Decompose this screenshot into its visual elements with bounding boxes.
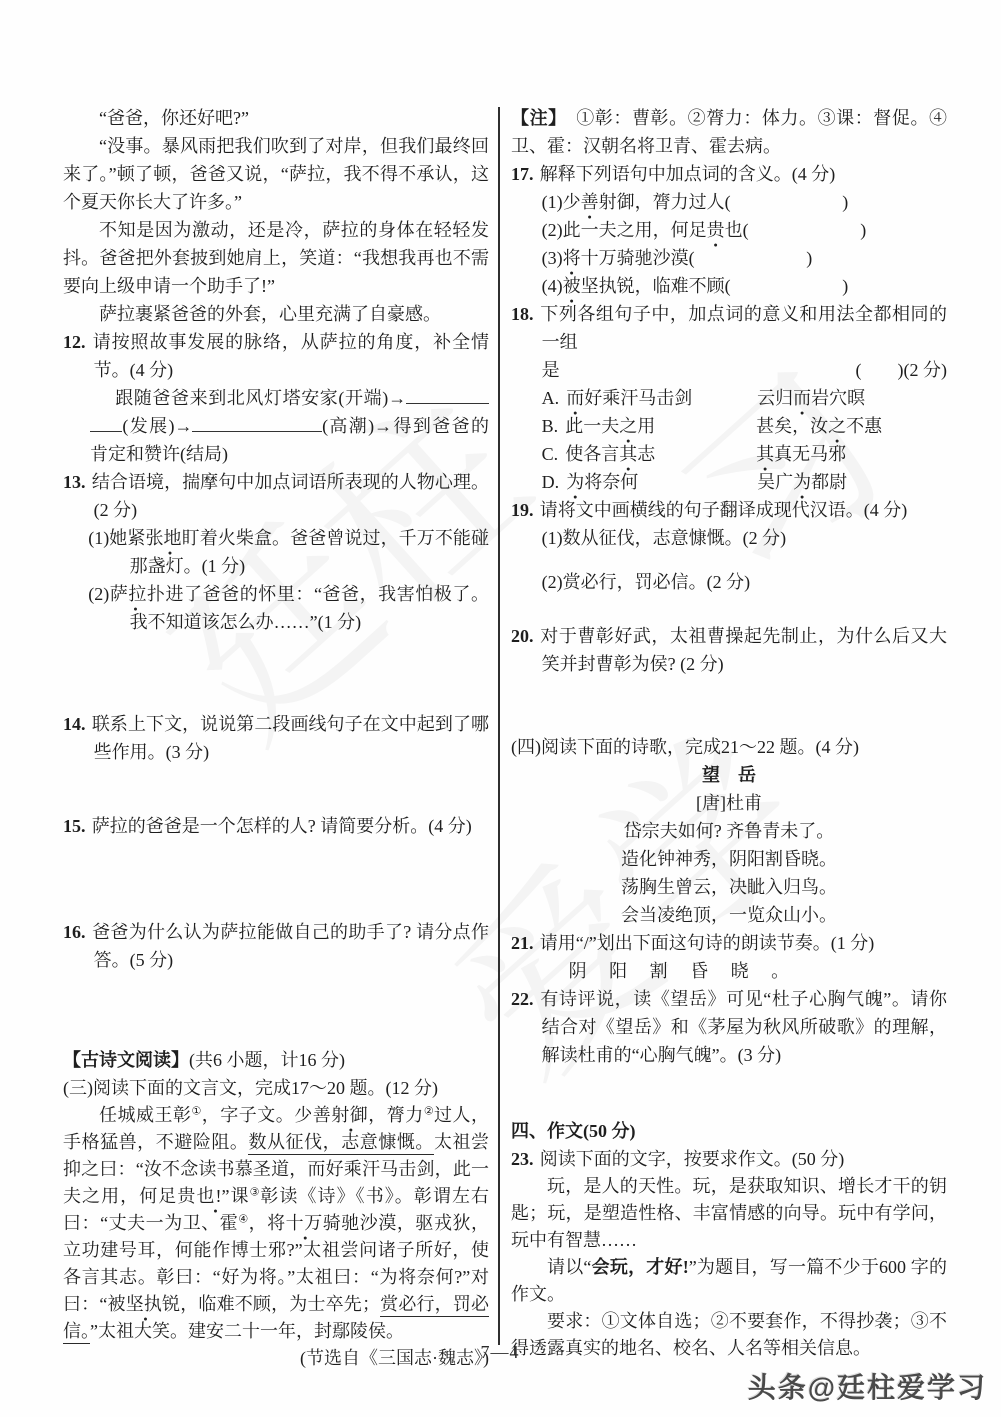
- text-run: 是: [541, 360, 560, 380]
- option-row: [542, 468, 947, 496]
- footnote-marker: ①: [191, 1105, 202, 1118]
- text-run: 下列各组句子中，加点词的意义和用法全都相同的一组: [539, 304, 947, 352]
- paragraph: [63, 1074, 489, 1102]
- emphasized-char: 为 ●: [793, 472, 811, 492]
- option-row: [542, 384, 947, 412]
- text-run: [唐]杜甫: [696, 793, 762, 813]
- emphasized-char: 贵 ●: [707, 220, 725, 240]
- text-run: 玩，是人的天性。玩，是获取知识、增长才干的钥匙；玩，是塑造性格、丰富情感的向导。玩中有学问，玩中有智慧……: [511, 1176, 947, 1250]
- text-run: 有诗评说，读《望岳》可见“杜子心胸气魄”。请你结合对《望岳》和《茅屋为秋风所破歌》的理解，解读杜甫的“心胸气魄”。(3 分): [539, 989, 947, 1065]
- text-run: 射御，膂力过人(: [598, 192, 731, 212]
- question-number: 18.: [511, 304, 534, 324]
- text-run: 也!”课: [196, 1186, 250, 1206]
- text-run: (高潮)→得到爸爸的肯定和赞许(结局): [90, 416, 489, 464]
- emphasized-char: 扑 ●: [147, 584, 166, 604]
- sub-question: [542, 524, 947, 552]
- emphasized-char: 而 ●: [566, 388, 584, 408]
- poem-line: [511, 789, 947, 817]
- footnote-marker: ④: [238, 1213, 249, 1226]
- option-label: D.: [541, 472, 560, 492]
- emphasized-char: 将 ●: [267, 1213, 286, 1233]
- text-run: (四)阅读下面的诗歌，完成21～22 题。(4 分): [511, 737, 859, 757]
- answer-line: [542, 356, 947, 384]
- option-phrase: [565, 412, 756, 440]
- question: [63, 812, 489, 840]
- footnote-marker: ②: [423, 1105, 434, 1118]
- paragraph: [511, 1254, 947, 1308]
- text-run: 此一夫: [565, 416, 620, 436]
- emphasized-char: 盯 ●: [182, 528, 200, 548]
- emphasized-char: 被 ●: [563, 276, 581, 296]
- text-run: (共6 小题，计16 分): [189, 1050, 345, 1070]
- text-run: 要求：①文体自选；②不要套作，不得抄袭；③不得透露真实的地名、校名、人名等相关信息。: [511, 1311, 947, 1358]
- text-run: 【古诗文阅读】: [63, 1050, 189, 1070]
- sub-question: [542, 188, 947, 216]
- question: [511, 300, 947, 356]
- question: [511, 985, 947, 1069]
- paragraph: [63, 384, 489, 468]
- left-column: [63, 104, 489, 1372]
- question-number: 14.: [63, 714, 86, 734]
- question: [63, 710, 489, 766]
- text-run: 云归: [757, 388, 794, 408]
- text-run: ”太祖大笑。建安二十一年，封鄢陵侯。: [90, 1321, 404, 1341]
- emphasized-char: 之 ●: [828, 416, 846, 436]
- poem-line: [511, 901, 947, 929]
- paragraph: [63, 1102, 489, 1345]
- question: [63, 918, 489, 974]
- text-run: ，: [248, 1213, 268, 1233]
- text-run: 请按照故事发展的脉络，从萨拉的角度，补全情节。(4 分): [91, 332, 489, 380]
- option-label: C.: [541, 444, 559, 464]
- text-run: 结合语境，揣摩句中加点词语所表现的人物心理。(2 分): [91, 472, 489, 520]
- paragraph: [511, 1308, 947, 1362]
- text-run: 请用“/”划出下面这句诗的朗读节奏。(1 分): [539, 933, 875, 953]
- text-run: 荡胸生曾云，决眦入归鸟。: [621, 877, 837, 897]
- text-run: 使各言: [565, 444, 620, 464]
- question-number: 12.: [63, 332, 86, 352]
- paragraph: [63, 216, 489, 300]
- paragraph: [511, 1173, 947, 1254]
- question-number: 20.: [511, 626, 534, 646]
- text-run: 也(: [724, 220, 749, 240]
- answer-blank: [406, 385, 489, 404]
- text-run: ): [806, 248, 813, 268]
- text-run: (发展)→: [122, 416, 193, 436]
- text-run: 解释下列语句中加点词的含义。(4 分): [539, 164, 836, 184]
- text-run: (节选自《三国志·魏志》): [300, 1348, 489, 1368]
- text-run: 好乘汗马击剑: [584, 388, 693, 408]
- sub-question: [542, 244, 947, 272]
- text-run: “爸爸，你还好吧?”: [99, 108, 249, 128]
- emphasized-char: 其 ●: [619, 444, 637, 464]
- text-run: 联系上下文，说说第二段画线句子在文中起到了哪些作用。(3 分): [91, 714, 489, 762]
- text-run: 岩穴暝: [811, 388, 866, 408]
- text-run: 阅读下面的文字，按要求作文。(50 分): [539, 1149, 845, 1169]
- column-divider: [498, 107, 500, 1345]
- page-number: 7—4: [480, 1342, 520, 1362]
- question-number: 23.: [511, 1149, 534, 1169]
- text-run: 将奈何: [584, 472, 639, 492]
- emphasized-char: 而 ●: [793, 388, 811, 408]
- question: [63, 468, 489, 524]
- text-run: 坚执锐，临难不顾，为士卒先；: [125, 1294, 380, 1314]
- paragraph: [511, 733, 947, 761]
- poem-line: [511, 873, 947, 901]
- question-number: 19.: [511, 500, 534, 520]
- text-run: (4): [541, 276, 563, 296]
- text-run: 进了爸爸的怀里：“爸爸，我害怕极了。我不知道该怎么办……”(1 分): [129, 584, 489, 632]
- text-run: ”为题目，写一篇不少于600 字的作文。: [511, 1257, 947, 1304]
- text-run: ): [860, 220, 867, 240]
- option-row: [542, 440, 947, 468]
- text-run: 四、作文(50 分): [511, 1121, 636, 1141]
- text-run: 吴广: [757, 472, 794, 492]
- footnote-marker: ③: [249, 1186, 261, 1199]
- source-attribution: [63, 1345, 489, 1372]
- rhythm-line: [569, 957, 947, 985]
- question: [511, 1145, 947, 1173]
- text-run: 都尉: [811, 472, 848, 492]
- text-run: ①彰：曹彰。②膂力：体力。③课：督促。④卫、霍：汉朝名将卫青、霍去病。: [511, 108, 948, 156]
- text-run: 坚执锐，临难不顾(: [580, 276, 731, 296]
- sub-question: [542, 568, 947, 596]
- text-run: 请以“: [547, 1257, 592, 1277]
- text-run: 射御，膂力: [331, 1105, 424, 1125]
- text-run: 爸爸为什么认为萨拉能做自己的助手了? 请分点作答。(5 分): [91, 922, 489, 970]
- text-run: (2)萨拉: [88, 584, 147, 604]
- text-run: 十万骑驰沙漠，驱戎狄，立功建号耳，何能作博士邪?”太祖尝问诸子所好，使各言其志。彰曰：“好为将。”太祖曰：“为将奈何?”对曰：“: [63, 1213, 490, 1314]
- emphasized-char: 善 ●: [313, 1105, 332, 1125]
- text-run: 过人，手格猛兽，不避险阻。: [63, 1105, 490, 1152]
- sub-question: [542, 272, 947, 300]
- text-run: 太祖尝抑之曰：“汝不念读书慕圣道，而好乘汗马击剑，此一夫之用，何足: [63, 1132, 490, 1206]
- option-phrase: [756, 412, 882, 440]
- sub-question: [542, 216, 947, 244]
- poem-line: [511, 845, 947, 873]
- option-row: [542, 412, 947, 440]
- answer-bracket: ( )(2 分): [855, 360, 947, 380]
- paragraph: [63, 104, 489, 132]
- text-run: 萨拉的爸爸是一个怎样的人? 请简要分析。(4 分): [91, 816, 472, 836]
- option-group: [511, 384, 947, 496]
- text-run: 望 岳: [702, 765, 756, 785]
- paragraph: [511, 104, 947, 160]
- option-phrase: [566, 384, 757, 412]
- text-run: 会玩，才好!: [591, 1257, 689, 1277]
- text-run: “没事。暴风雨把我们吹到了对岸，但我们最终回来了。”顿了顿，爸爸又说，“萨拉，我不得不承认，这个夏天你长大了许多。”: [63, 136, 489, 212]
- answer-blank: [90, 413, 122, 432]
- text-run: 萨拉裹紧爸爸的外套，心里充满了自豪感。: [99, 304, 441, 324]
- text-run: 请将文中画横线的句子翻译成现代汉语。(4 分): [539, 500, 908, 520]
- emphasized-char: 其 ●: [756, 444, 774, 464]
- text-run: 任城威王彰: [99, 1105, 192, 1125]
- poem-line: [511, 817, 947, 845]
- emphasized-char: 为 ●: [566, 472, 584, 492]
- text-run: (2)此一夫之用，何足: [541, 220, 707, 240]
- right-column: [511, 104, 947, 1362]
- paragraph: [63, 300, 489, 328]
- sub-question: [63, 524, 489, 580]
- question: [511, 160, 947, 188]
- question: [511, 622, 947, 678]
- question-number: 15.: [63, 816, 86, 836]
- text-run: 【注】: [511, 108, 558, 128]
- question-number: 21.: [511, 933, 534, 953]
- text-run: 用: [637, 416, 656, 436]
- text-run: 甚矣，汝: [756, 416, 829, 436]
- text-run: 着火柴盒。爸爸曾说过，千万不能碰那盏灯。(1 分): [129, 528, 490, 576]
- emphasized-char: 被 ●: [107, 1294, 125, 1314]
- option-label: A.: [541, 388, 560, 408]
- question-number: 17.: [511, 164, 534, 184]
- text-run: 彰读《诗》《书》。彰谓左右曰：“丈夫一为卫、霍: [63, 1186, 490, 1233]
- emphasized-char: 之 ●: [619, 416, 637, 436]
- option-phrase: [566, 468, 757, 496]
- section-heading: [63, 1046, 489, 1074]
- text-run: (三)阅读下面的文言文，完成17～20 题。(12 分): [63, 1078, 438, 1098]
- underlined-phrase: 赏必行，罚必信。: [63, 1294, 489, 1344]
- text-run: 志: [637, 444, 656, 464]
- text-run: 岱宗夫如何? 齐鲁青未了。: [623, 821, 835, 841]
- text-run: 会当凌绝顶，一览众山小。: [621, 905, 837, 925]
- text-run: (3): [541, 248, 563, 268]
- text-run: (2)赏必行，罚必信。(2 分): [541, 572, 751, 592]
- section-heading: [511, 1117, 947, 1145]
- text-run: 阴 阳 割 昏 晓 。: [568, 961, 799, 981]
- question-number: 16.: [63, 922, 86, 942]
- text-run: ): [842, 276, 849, 296]
- poem-line: [511, 761, 947, 789]
- text-run: (1)数从征伐，志意慷慨。(2 分): [541, 528, 787, 548]
- answer-blank: [192, 413, 322, 432]
- text-run: 跟随爸爸来到北风灯塔安家(开端)→: [115, 388, 407, 408]
- text-run: 不知是因为激动，还是冷，萨拉的身体在轻轻发抖。爸爸把外套披到她肩上，笑道：“我想我再也不需要向上级申请一个助手了!”: [63, 220, 489, 296]
- text-run: ，字子文。少: [201, 1105, 313, 1125]
- paragraph: [63, 132, 489, 216]
- option-label: B.: [541, 416, 559, 436]
- question: [511, 929, 947, 957]
- option-phrase: [757, 384, 865, 412]
- text-run: 十万骑驰沙漠(: [580, 248, 695, 268]
- emphasized-char: 将 ●: [563, 248, 581, 268]
- text-run: 造化钟神秀，阴阳割昏晓。: [621, 849, 837, 869]
- sub-question: [63, 580, 489, 636]
- text-run: 不惠: [846, 416, 883, 436]
- question: [63, 328, 489, 384]
- question-number: 13.: [63, 472, 86, 492]
- emphasized-char: 善 ●: [581, 192, 599, 212]
- underlined-phrase: 数从征伐，志意慷慨。: [248, 1132, 433, 1155]
- text-run: 对于曹彰好武，太祖曹操起先制止，为什么后又大笑并封曹彰为侯? (2 分): [539, 626, 947, 674]
- option-phrase: [565, 440, 756, 468]
- question-number: 22.: [511, 989, 534, 1009]
- text-run: (1)她紧张地: [88, 528, 182, 548]
- text-run: ): [842, 192, 849, 212]
- text-run: (1)少: [541, 192, 581, 212]
- watermark: 头条@廷柱爱学习: [747, 1372, 987, 1403]
- text-run: 真无马邪: [774, 444, 847, 464]
- emphasized-char: 贵 ●: [177, 1186, 196, 1206]
